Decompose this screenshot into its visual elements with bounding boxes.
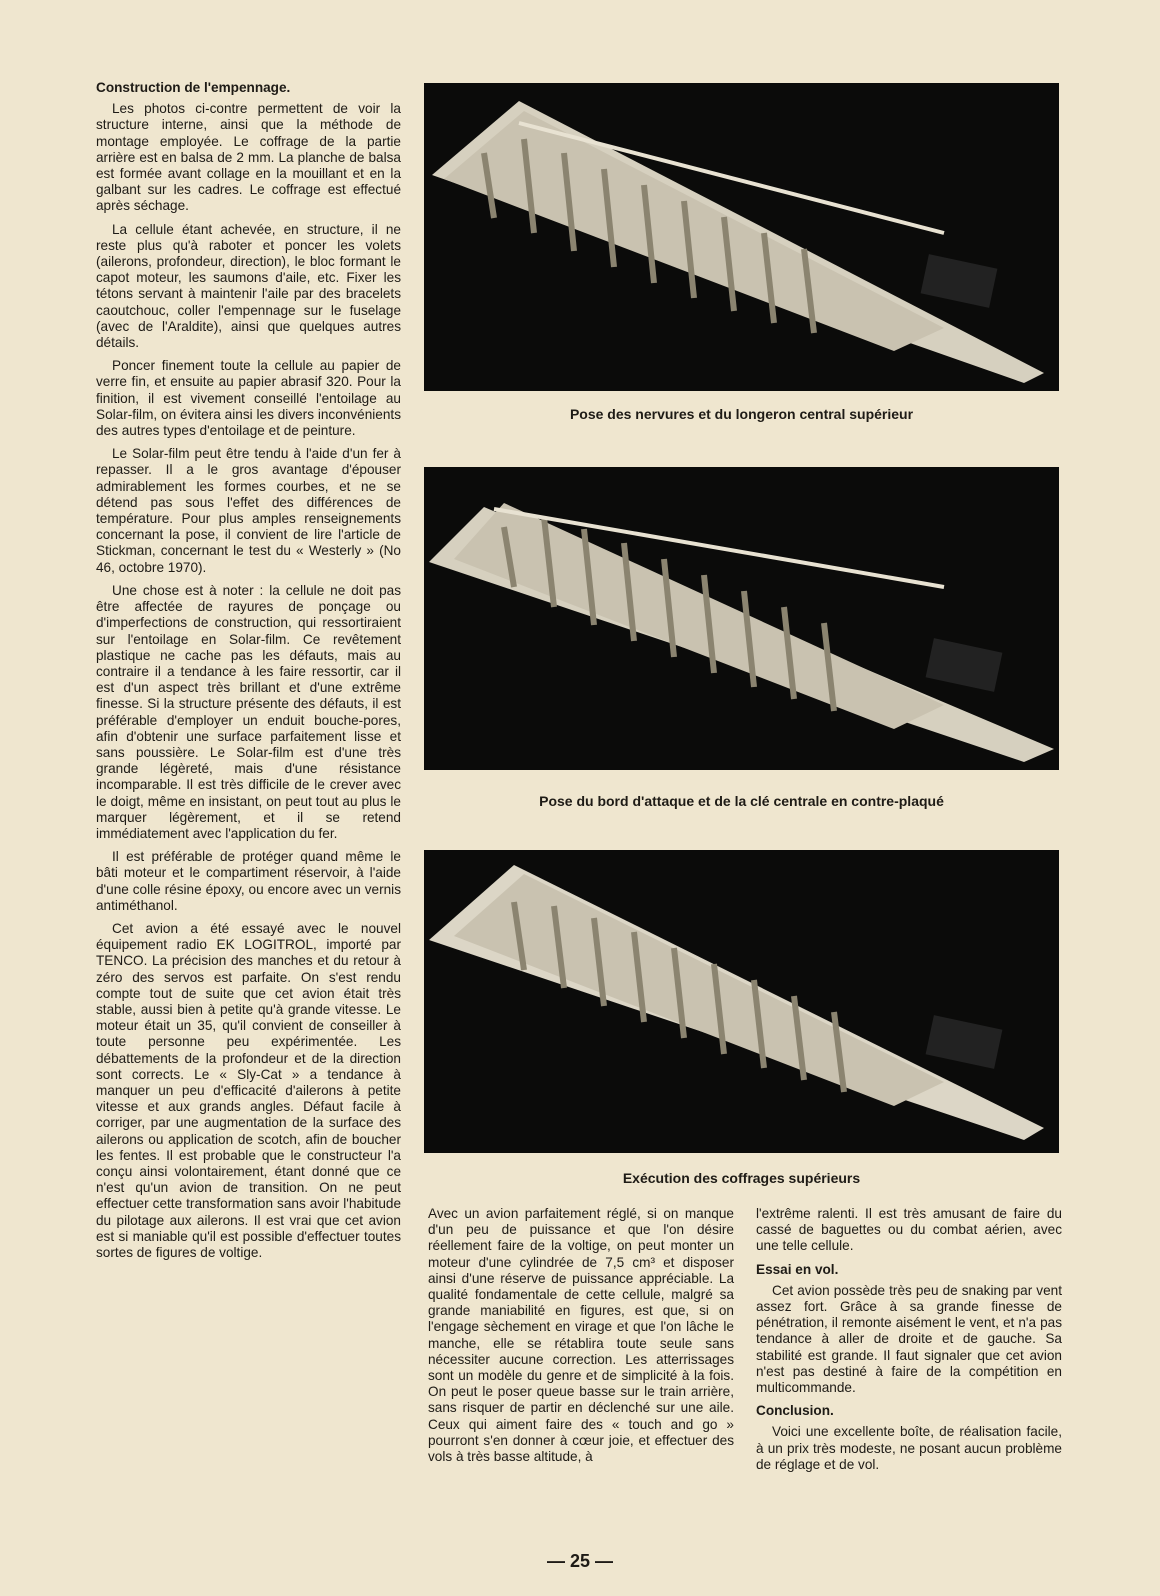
- page-number: — 25 —: [546, 1551, 614, 1571]
- sheeting-photo: [424, 850, 1059, 1153]
- photo-caption: Pose des nervures et du longeron central supérieur: [569, 406, 914, 422]
- right-column: [756, 1206, 1062, 1480]
- section-heading-conclusion: Conclusion.: [756, 1403, 834, 1419]
- paragraph: l'extrême ralenti. Il est très amusant de faire du cassé de baguettes ou du combat aérien, avec une telle cellule.: [756, 1206, 1062, 1254]
- wing-structure-illustration: [424, 850, 1059, 1153]
- paragraph: Il est préférable de protéger quand même le bâti moteur et le compartiment réservoir, à l'aide d'une colle résine époxy, ou encore avec un vernis antiméthanol.: [96, 849, 401, 913]
- wing-structure-illustration: [424, 467, 1059, 770]
- left-column: [96, 80, 401, 1268]
- paragraph: Poncer finement toute la cellule au papier de verre fin, et ensuite au papier abrasif 320. Pour la finition, il est vivement conseillé l'entoilage au Solar-film, on évitera ainsi les divers inconvénients des autres types d'entoilage et de peinture.: [96, 358, 401, 439]
- leading-edge-photo: [424, 467, 1059, 770]
- section-heading-empennage: Construction de l'empennage.: [96, 80, 291, 95]
- paragraph: Les photos ci-contre permettent de voir la structure interne, ainsi que la méthode de montage employée. Le coffrage de la partie arrière est en balsa de 2 mm. La planche de balsa est formée avant collage en la mouillant et en la galbant sur les cadres. Le coffrage est effectué après séchage.: [96, 101, 401, 214]
- photo-caption: Pose du bord d'attaque et de la clé centrale en contre-plaqué: [539, 793, 944, 809]
- paragraph: Cet avion a été essayé avec le nouvel équipement radio EK LOGITROL, importé par TENCO. La précision des manches et du retour à zéro des servos est parfaite. On s'est rendu compte tout de suite que cet avion était très stable, aussi bien à petite qu'à grande vitesse. Le moteur était un 35, qu'il convient de conseiller à toute personne peu expérimentée. Les débattements de la profondeur et de la direction sont corrects. Le « Sly-Cat » a tendance à manquer un peu d'efficacité d'ailerons à petite vitesse et aux grands angles. Défaut facile à corriger, par une augmentation de la surface des ailerons ou application de scotch, afin de boucher les fentes. Il est probable que le constructeur l'a conçu ainsi volontairement, étant donné que ce n'est qu'un avion de transition. On ne peut effectuer cette transformation sans avoir l'habitude du pilotage aux ailerons. Il est vrai que cet avion est si maniable qu'il est possible d'effectuer toutes sortes de figures de voltige.: [96, 920, 401, 1261]
- photo-caption: Exécution des coffrages supérieurs: [622, 1170, 861, 1186]
- middle-column: [428, 1206, 734, 1472]
- paragraph: Une chose est à noter : la cellule ne doit pas être affectée de rayures de ponçage ou d'imperfections de construction, qui ressortiraient sur l'entoilage en Solar-film. Ce revêtement plastique ne cache pas les défauts, mais au contraire il a tendance à les faire ressortir, car il est d'un aspect très brillant et d'une extrême finesse. Si la structure présente des défauts, il est préférable d'employer un enduit bouche-pores, afin d'obtenir une surface parfaitement lisse et sans poussière. Le Solar-film est d'une très grande légèreté, mais d'une résistance incomparable. Il est très difficile de le crever avec le doigt, même en insistant, on peut tout au plus le marquer légèrement, et il se retend immédiatement avec l'application du fer.: [96, 582, 401, 841]
- paragraph: Le Solar-film peut être tendu à l'aide d'un fer à repasser. Il a le gros avantage d'épouser admirablement les formes courbes, et ne se détend pas sous l'effet des différences de température. Pour plus amples renseignements concernant la pose, il convient de lire l'article de Stickman, concernant le test du « Westerly » (No 46, octobre 1970).: [96, 446, 401, 575]
- paragraph: Cet avion possède très peu de snaking par vent assez fort. Grâce à sa grande finesse de pénétration, il remonte aisément le vent, et n'a pas tendance à aller de droite et de gauche. Sa stabilité est grande. Il faut signaler que cet avion n'est pas destiné à faire de la compétition en multicommande.: [756, 1282, 1062, 1396]
- wing-structure-illustration: [424, 83, 1059, 391]
- paragraph: Avec un avion parfaitement réglé, si on manque d'un peu de puissance et que l'on désire réellement faire de la voltige, on peut monter un moteur d'une cylindrée de 7,5 cm³ et disposer ainsi d'une réserve de puissance appréciable. La qualité fondamentale de cette cellule, malgré sa grande maniabilité en figures, est que, si on l'engage sèchement en virage et que l'on lâche le manche, elle se rétablira toute seule sans nécessiter aucune correction. Les atterrissages sont un modèle du genre et de simplicité à la fois. On peut le poser queue basse sur le train arrière, sans risquer de partir en déclenché sur une aile. Ceux qui aiment faire des « touch and go » pourront s'en donner à cœur joie, et effectuer des vols à très basse altitude, à: [428, 1206, 734, 1465]
- paragraph: Voici une excellente boîte, de réalisation facile, à un prix très modeste, ne posant aucun problème de réglage et de vol.: [756, 1424, 1062, 1472]
- section-heading-flight-test: Essai en vol.: [756, 1261, 839, 1277]
- paragraph: La cellule étant achevée, en structure, il ne reste plus qu'à raboter et poncer les volets (ailerons, profondeur, direction), le bloc formant le capot moteur, les saumons d'aile, etc. Fixer les tétons servant à maintenir l'aile par des bracelets caoutchouc, coller l'empennage sur le fuselage (avec de l'Araldite), ainsi que quelques autres détails.: [96, 221, 401, 351]
- wing-ribs-photo: [424, 83, 1059, 391]
